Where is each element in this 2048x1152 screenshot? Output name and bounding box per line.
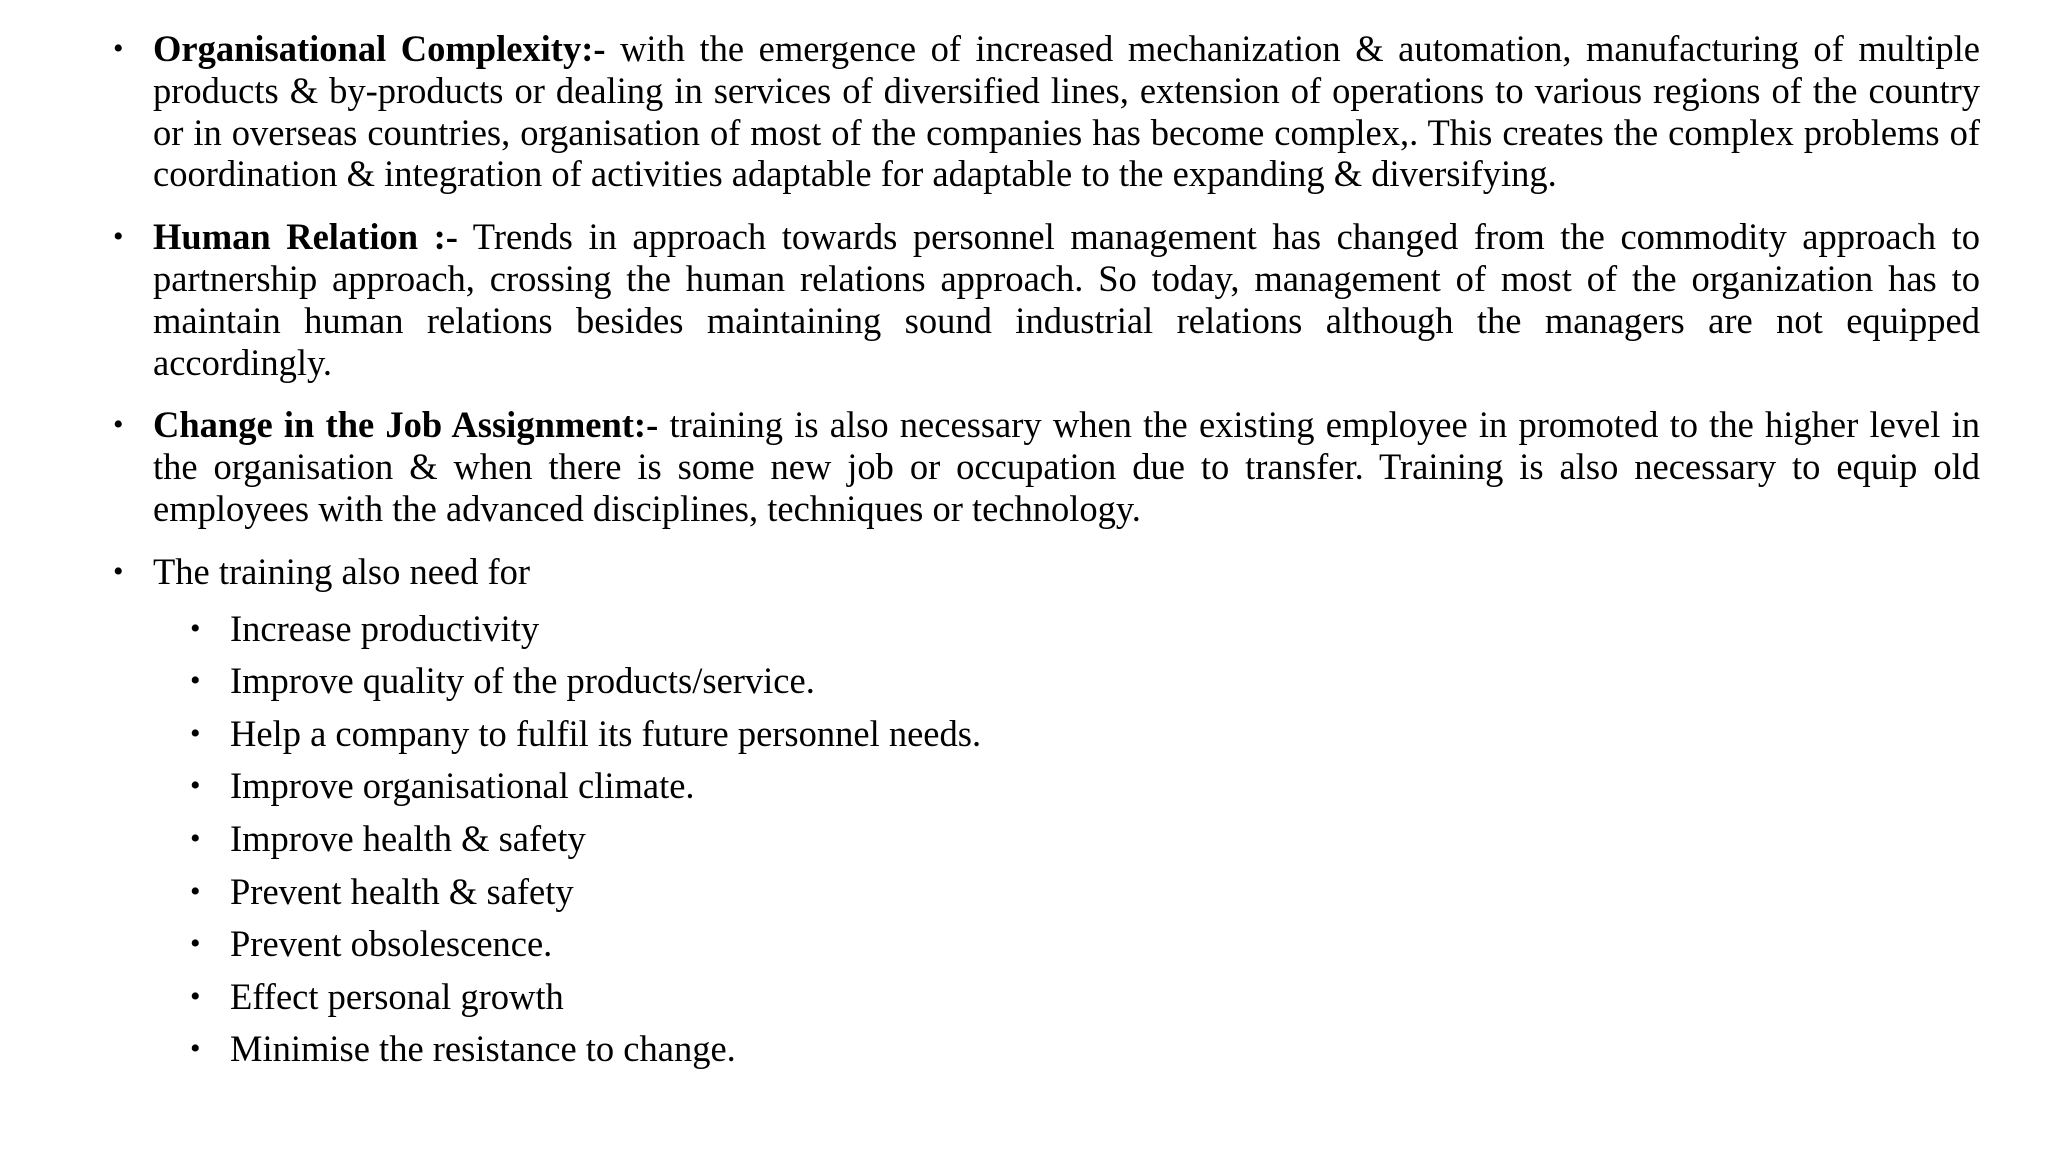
point-change-in-job-assignment (113, 404, 1980, 529)
list-item-text: Prevent obsolescence. (230, 923, 553, 965)
point-term: Change in the Job Assignment:- (153, 404, 659, 446)
list-item (190, 760, 1980, 813)
point-organisational-complexity (113, 28, 1980, 195)
bullet-icon: • (190, 664, 201, 698)
list-item (190, 866, 1980, 919)
list-item (190, 813, 1980, 866)
bullet-icon: • (190, 979, 201, 1013)
list-item-text: Effect personal growth (230, 975, 564, 1017)
training-need-list (153, 603, 1980, 1076)
list-item-text: Improve quality of the products/service. (230, 660, 815, 702)
list-item (190, 1023, 1980, 1076)
point-term: Organisational Complexity:- (153, 28, 606, 69)
point-human-relation (113, 216, 1981, 383)
list-item (190, 918, 1980, 971)
list-item (190, 655, 1980, 708)
bullet-icon: • (113, 220, 124, 254)
list-item (190, 971, 1980, 1024)
list-item-text: Minimise the resistance to change. (230, 1028, 736, 1070)
list-item (190, 708, 1980, 761)
list-item-text: Prevent health & safety (230, 870, 574, 912)
point-text: Trends in approach towards personnel management has changed from the commodity approach to partnership approach, crossing the human relations approach. So today, management of most of the organization has to maintain human relations besides maintaining sound industrial relations although the managers are not equipped accordingly. (153, 216, 1981, 383)
list-item (190, 603, 1980, 656)
point-term: Human Relation :- (153, 216, 458, 258)
slide-content (113, 28, 1981, 1076)
point-training-need (113, 550, 1980, 593)
list-item-text: Increase productivity (230, 607, 540, 649)
bullet-icon: • (190, 874, 201, 908)
bullet-icon: • (113, 408, 124, 442)
bullet-icon: • (190, 821, 201, 855)
bullet-icon: • (113, 554, 124, 588)
bullet-icon: • (113, 32, 124, 65)
point-text: with the emergence of increased mechanization & automation, manufacturing of multiple products & by-products or dealing in services of diversified lines, extension of operations to various regions of the country or in overseas countries, organisation of most of the companies has become complex,. This creates the complex problems of coordination & integration of activities adaptable for adaptable to the expanding & diversifying. (153, 28, 1980, 195)
bullet-icon: • (190, 927, 201, 961)
bullet-icon: • (190, 716, 201, 750)
bullet-icon: • (190, 611, 201, 645)
point-text: The training also need for (153, 550, 531, 592)
bullet-icon: • (190, 769, 201, 803)
point-text: training is also necessary when the existing employee in promoted to the higher level in the organisation & when there is some new job or occupation due to transfer. Training is also necessary to equip old employees with the advanced disciplines, techniques or technology. (153, 404, 1980, 529)
bullet-icon: • (190, 1032, 201, 1066)
list-item-text: Improve organisational climate. (230, 765, 695, 807)
list-item-text: Improve health & safety (230, 817, 586, 859)
list-item-text: Help a company to fulfil its future personnel needs. (230, 712, 982, 754)
